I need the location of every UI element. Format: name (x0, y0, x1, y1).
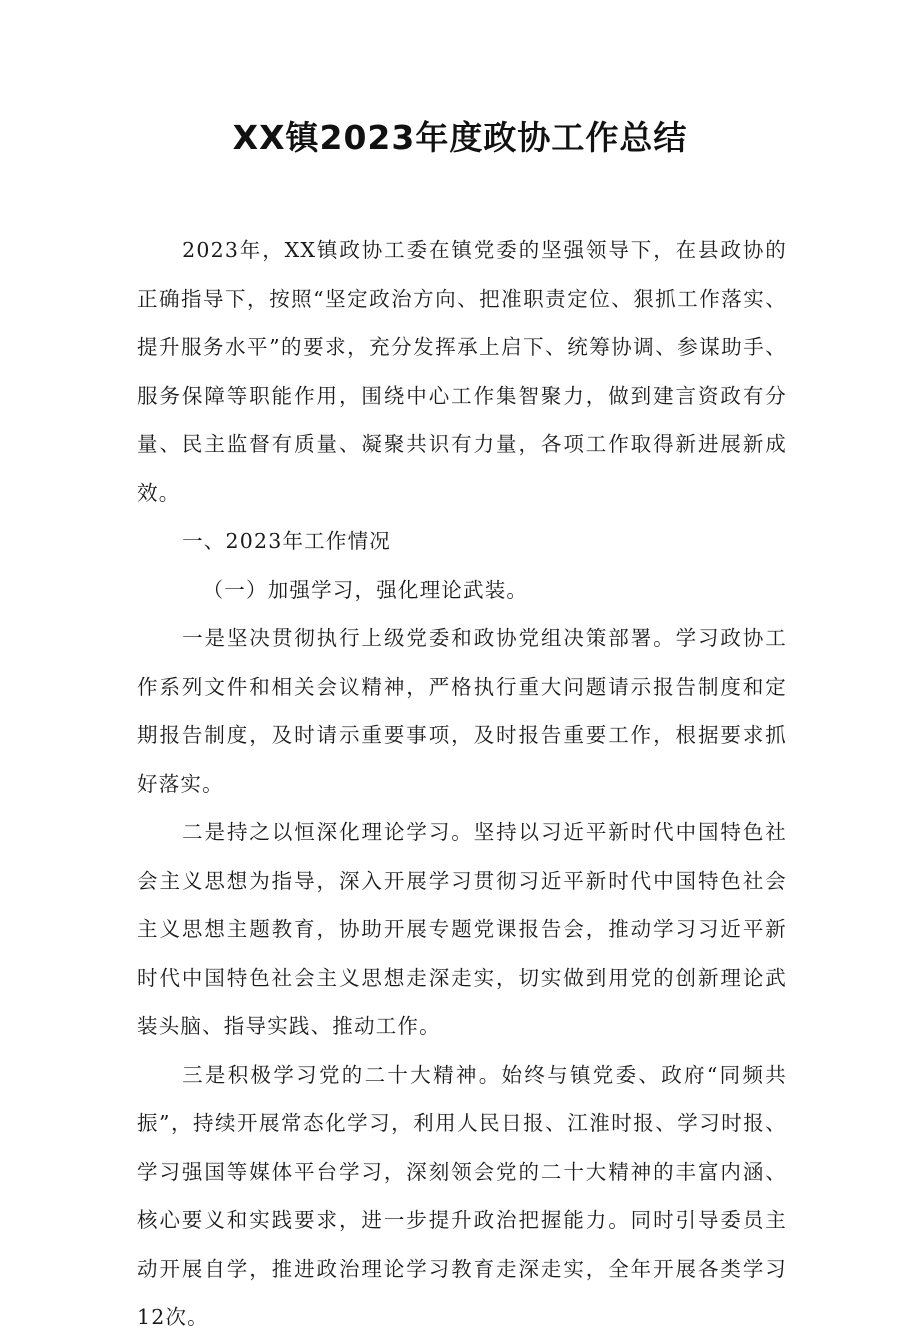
document-title: XX镇2023年度政协工作总结 (232, 118, 688, 157)
section-heading: 一、2023年工作情况 (182, 529, 391, 553)
body-paragraph-2: 二是持之以恒深化理论学习。坚持以习近平新时代中国特色社会主义思想为指导，深入开展学习贯彻习近平新时代中国特色社会主义思想主题教育，协助开展专题党课报告会，推动学习习近平新时代中国特色社会主义思想走深走实，切实做到用党的创新理论武装头脑、指导实践、推动工作。 (137, 820, 787, 1038)
body-paragraph-1: 一是坚决贯彻执行上级党委和政协党组决策部署。学习政协工作系列文件和相关会议精神，严格执行重大问题请示报告制度和定期报告制度，及时请示重要事项，及时报告重要工作，根据要求抓好落实。 (137, 626, 787, 796)
intro-paragraph: 2023年，XX镇政协工委在镇党委的坚强领导下，在县政协的正确指导下，按照“坚定政治方向、把准职责定位、狠抓工作落实、提升服务水平”的要求，充分发挥承上启下、统筹协调、参谋助手、服务保障等职能作用，围绕中心工作集智聚力，做到建言资政有分量、民主监督有质量、凝聚共识有力量，各项工作取得新进展新成效。 (137, 238, 787, 505)
document-body (137, 226, 787, 1342)
body-paragraph-3: 三是积极学习党的二十大精神。始终与镇党委、政府“同频共振”，持续开展常态化学习，利用人民日报、江淮时报、学习时报、学习强国等媒体平台学习，深刻领会党的二十大精神的丰富内涵、核心要义和实践要求，进一步提升政治把握能力。同时引导委员主动开展自学，推进政治理论学习教育走深走实，全年开展各类学习12次。 (137, 1062, 787, 1329)
subsection-heading: （一）加强学习，强化理论武装。 (202, 577, 529, 602)
